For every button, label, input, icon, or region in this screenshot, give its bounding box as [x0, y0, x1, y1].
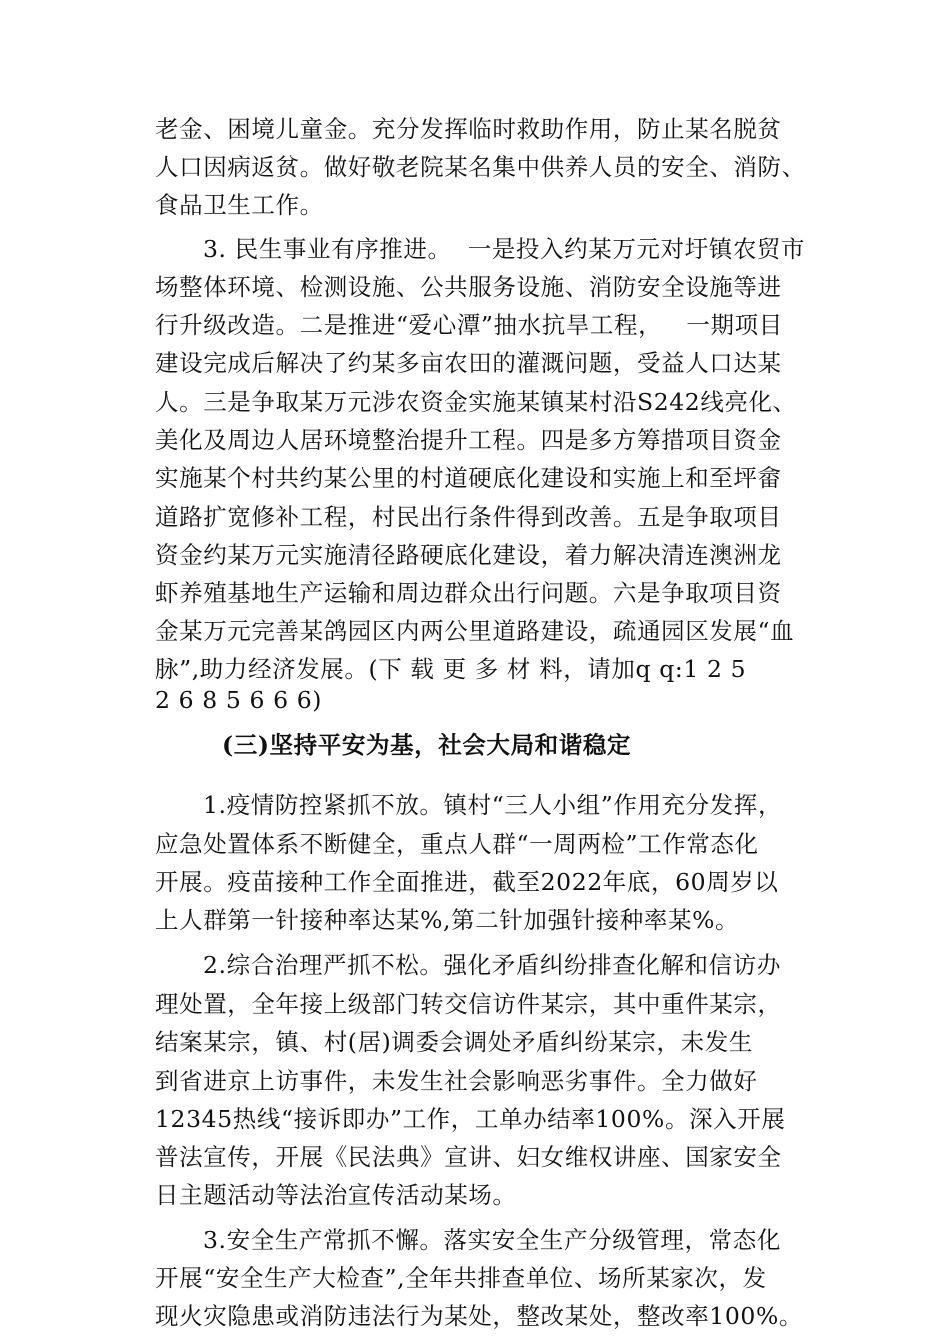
text-line: 虾养殖基地生产运输和周边群众出行问题。六是争取项目资: [155, 579, 782, 607]
paragraph-start-line: 3.安全生产常抓不懈。落实安全生产分级管理，常态化: [203, 1226, 781, 1254]
text-line: 开展“安全生产大检查”,全年共排查单位、场所某家次，发: [155, 1264, 767, 1292]
text-line: 资金约某万元实施清径路硬底化建设，着力解决清连澳洲龙: [155, 541, 782, 569]
text-line: 结案某宗，镇、村(居)调委会调处矛盾纠纷某宗，未发生: [155, 1028, 753, 1056]
text-line: 道路扩宽修补工程，村民出行条件得到改善。五是争取项目: [155, 503, 782, 531]
text-line: 场整体环境、检测设施、公共服务设施、消防安全设施等进: [155, 273, 782, 301]
section-heading: (三)坚持平安为基，社会大局和谐稳定: [222, 731, 632, 759]
text-line: 普法宣传，开展《民法典》宣讲、妇女维权讲座、国家安全: [155, 1143, 782, 1171]
text-line: 食品卫生工作。: [155, 191, 324, 219]
text-line: 美化及周边人居环境整治提升工程。四是多方筹措项目资金: [155, 426, 782, 454]
text-line: 12345热线“接诉即办”工作，工单办结率100%。深入开展: [155, 1105, 786, 1133]
paragraph-start-line: 3. 民生事业有序推进。 一是投入约某万元对圩镇农贸市: [203, 235, 806, 263]
text-line: 应急处置体系不断健全，重点人群“一周两检”工作常态化: [155, 830, 759, 858]
paragraph-start-line: 2.综合治理严抓不松。强化矛盾纠纷排查化解和信访办: [203, 951, 781, 979]
paragraph-start-line: 1.疫情防控紧抓不放。镇村“三人小组”作用充分发挥，: [203, 791, 783, 819]
text-line: 上人群第一针接种率达某%,第二针加强针接种率某%。: [155, 906, 740, 934]
text-line: 行升级改造。二是推进“爱心潭”抽水抗旱工程， 一期项目: [155, 311, 783, 339]
text-line: 老金、困境儿童金。充分发挥临时救助作用，防止某名脱贫: [155, 115, 782, 143]
text-line: 到省进京上访事件，未发生社会影响恶劣事件。全力做好: [155, 1067, 758, 1095]
text-line: 人口因病返贫。做好敬老院某名集中供养人员的安全、消防、: [155, 153, 806, 181]
text-line: 开展。疫苗接种工作全面推进，截至2022年底，60周岁以: [155, 868, 779, 896]
text-line: 理处置，全年接上级部门转交信访件某宗，其中重件某宗，: [155, 990, 782, 1018]
text-line: 2 6 8 5 6 6 6): [155, 686, 323, 714]
text-line: 脉”,助力经济发展。(下 载 更 多 材 料，请加q q:1 2 5: [155, 655, 747, 683]
text-line: 日主题活动等法治宣传活动某场。: [155, 1181, 517, 1209]
text-line: 现火灾隐患或消防违法行为某处，整改某处，整改率100%。: [155, 1302, 803, 1330]
text-line: 建设完成后解决了约某多亩农田的灌溉问题，受益人口达某: [155, 349, 782, 377]
text-line: 金某万元完善某鸽园区内两公里道路建设，疏通园区发展“血: [155, 617, 795, 645]
text-line: 实施某个村共约某公里的村道硬底化建设和实施上和至坪畲: [155, 464, 782, 492]
text-line: 人。三是争取某万元涉农资金实施某镇某村沿S242线亮化、: [155, 388, 797, 416]
